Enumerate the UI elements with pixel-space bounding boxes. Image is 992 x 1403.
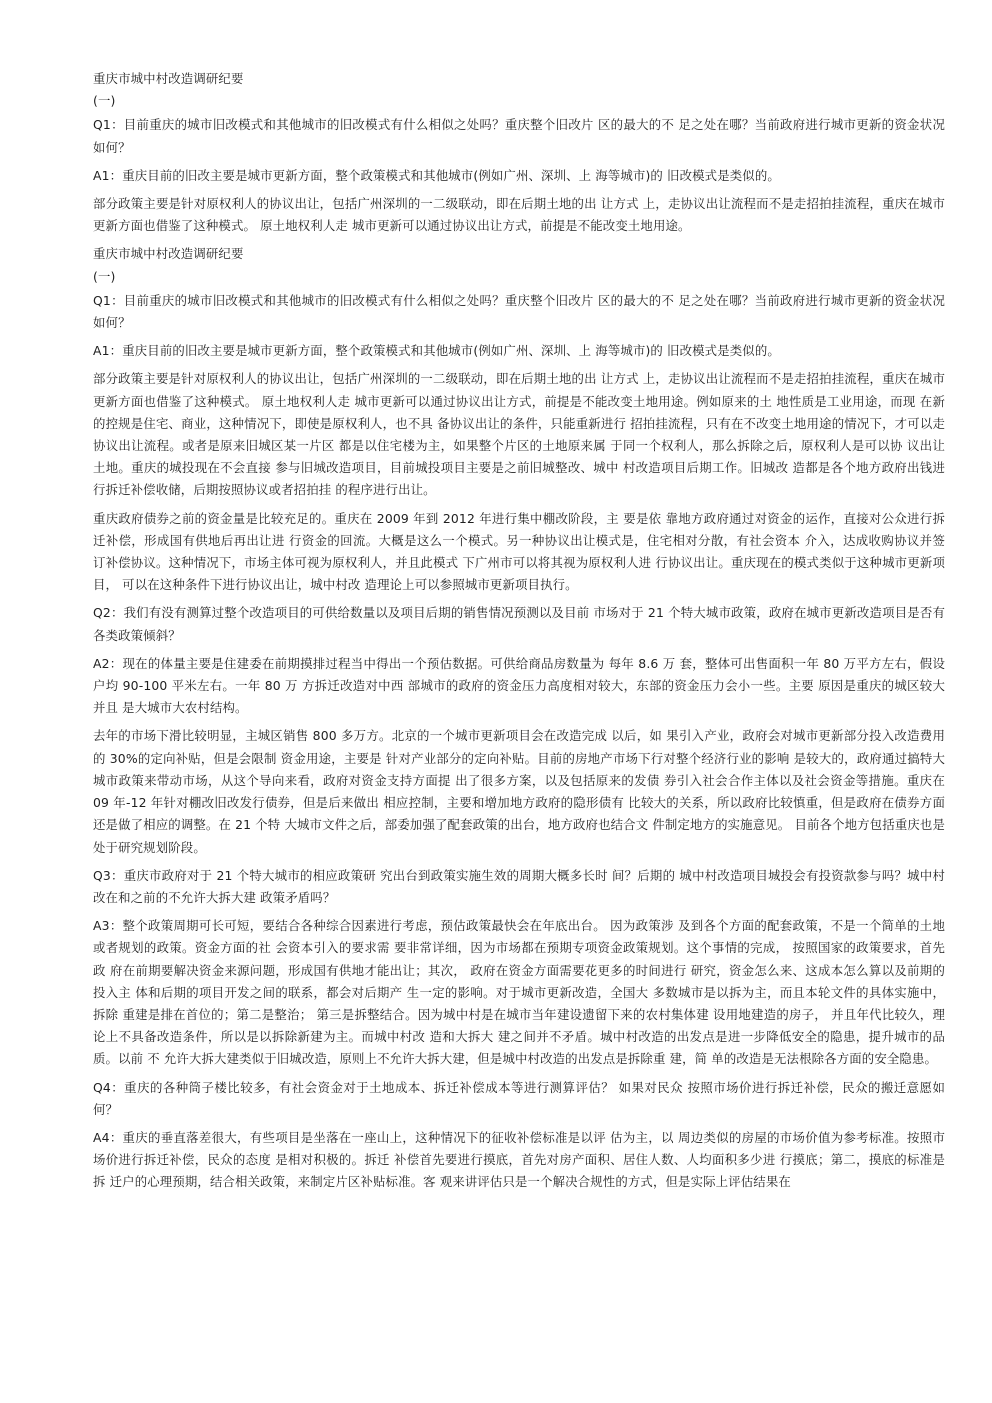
answer-a3: A3：整个政策周期可长可短，要结合各种综合因素进行考虑，预估政策最快会在年底出台。 因为政策涉 及到各个方面的配套政策，不是一个简单的土地或者规划的政策。资金方面的社 会资本引入的要求需 要非常详细，因为市场都在预期专项资金政策规划。这个事情的完成， 按照国家的政策要求，首先政 府在前期要解决资金来源问题，形成国有供地才能出让；其次， 政府在资金方面需要花更多的时间进行 研究，资金怎么来、这成本怎么算以及前期的投入主 体和后期的项目开发之间的联系，都会对后期产 生一定的影响。对于城市更新改造，全国大 多数城市是以拆为主，而且本轮文件的具体实施中，拆除 重建是排在首位的；第二是整治； 第三是拆整结合。因为城中村是在城市当年建设遗留下来的农村集体建 设用地建造的房子， 并且年代比较久，理论上不具备改造条件，所以是以拆除新建为主。而城中村改 造和大拆大 建之间并不矛盾。城中村改造的出发点是进一步降低安全的隐患，提升城市的品质。以前 不 允许大拆大建类似于旧城改造，原则上不允许大拆大建，但是城中村改造的出发点是拆除重 建，简 单的改造是无法根除各方面的安全隐患。 <box>93 918 945 1067</box>
question-q2: Q2：我们有没有测算过整个改造项目的可供给数量以及项目后期的销售情况预测以及目前 市场对于 21 个特大城市政策，政府在城市更新改造项目是否有各类政策倾斜？ <box>93 605 945 643</box>
answer-a1: A1：重庆目前的旧改主要是城市更新方面，整个政策模式和其他城市(例如广州、深圳、上 海等城市)的 旧改模式是类似的。 <box>93 343 780 359</box>
section-number: (一) <box>93 268 116 284</box>
body-paragraph: 重庆政府债券之前的资金量是比较充足的。重庆在 2009 年到 2012 年进行集中棚改阶段，主 要是依 靠地方政府通过对资金的运作，直接对公众进行拆迁补偿，形成国有供地后再出让进 行资金的回流。大概是这么一个模式。另一种协议出让模式是，住宅相对分散，有社会资本 介入，达成收购协议并签 订补偿协议。这种情况下，市场主体可视为原权利人，并且此模式 下广州市可以将其视为原权利人进 行协议出让。重庆现在的模式类似于这种城市更新项目， 可以在这种条件下进行协议出让，城中村改 造理论上可以参照城市更新项目执行。 <box>93 510 945 593</box>
document-title: 重庆市城中村改造调研纪要 <box>93 246 244 262</box>
question-q1: Q1：目前重庆的城市旧改模式和其他城市的旧改模式有什么相似之处吗？重庆整个旧改片 区的最大的不 足之处在哪？当前政府进行城市更新的资金状况如何？ <box>93 292 945 331</box>
answer-a1: A1：重庆目前的旧改主要是城市更新方面，整个政策模式和其他城市(例如广州、深圳、上 海等城市)的 旧改模式是类似的。 <box>93 167 780 183</box>
question-q4: Q4：重庆的各种筒子楼比较多，有社会资金对于土地成本、拆迁补偿成本等进行测算评估？ 如果对民众 按照市场价进行拆迁补偿，民众的搬迁意愿如何？ <box>93 1079 945 1117</box>
section-number: (一) <box>93 93 116 109</box>
answer-a4: A4：重庆的垂直落差很大，有些项目是坐落在一座山上，这种情况下的征收补偿标准是以评 估为主，以 周边类似的房屋的市场价值为参考标准。按照市场价进行拆迁补偿，民众的态度 是相对积极的。拆迁 补偿首先要进行摸底，首先对房产面积、居住人数、人均面积多少进 行摸底；第二，摸底的标准是拆 迁户的心理预期，结合相关政策，来制定片区补贴标准。客 观来讲评估只是一个解决合规性的方式，但是实际上评估结果在 <box>93 1129 945 1190</box>
answer-a2: A2：现在的体量主要是住建委在前期摸排过程当中得出一个预估数据。可供给商品房数量为 每年 8.6 万 套，整体可出售面积一年 80 万平方左右，假设户均 90-100 平米左右。一年 80 万 方拆迁改造对中西 部城市的政府的资金压力高度相对较大，东部的资金压力会小一些。主要 原因是重庆的城区较大并且 是大城市大农村结构。 <box>93 655 945 716</box>
body-paragraph: 部分政策主要是针对原权利人的协议出让，包括广州深圳的一二级联动，即在后期土地的出 让方式 上，走协议出让流程而不是走招拍挂流程，重庆在城市更新方面也借鉴了这种模式。 原土地权利人走 城市更新可以通过协议出让方式，前提是不能改变土地用途。例如原来的土 地性质是工业用途，而现 在新的控规是住宅、商业，这种情况下，即使是原权利人，也不具 备协议出让的条件，只能重新进行 招拍挂流程，只有在不改变土地用途的情况下，才可以走 协议出让流程。或者是原来旧城区某一片区 都是以住宅楼为主，如果整个片区的土地原来属 于同一个权利人，那么拆除之后，原权利人是可以协 议出让土地。重庆的城投现在不会直接 参与旧城改造项目，目前城投项目主要是之前旧城整改、城中 村改造项目后期工作。旧城改 造都是各个地方政府出钱进行拆迁补偿收储，后期按照协议或者招拍挂 的程序进行出让。 <box>93 371 945 498</box>
body-paragraph: 去年的市场下滑比较明显，主城区销售 800 多万方。北京的一个城市更新项目会在改造完成 以后，如 果引入产业，政府会对城市更新部分投入改造费用的 30%的定向补贴，但是会限制 资金用途，主要是 针对产业部分的定向补贴。目前的房地产市场下行对整个经济行业的影响 是较大的，政府通过搞特大 城市政策来带动市场，从这个导向来看，政府对资金支持方面提 出了很多方案，以及包括原来的发债 券引入社会合作主体以及社会资金等措施。重庆在 09 年-12 年针对棚改旧改发行债券，但是后来做出 相应控制，主要和增加地方政府的隐形债有 比较大的关系，所以政府比较慎重，但是政府在债券方面 还是做了相应的调整。在 21 个特 大城市文件之后，部委加强了配套政策的出台，地方政府也结合文 件制定地方的实施意见。 目前各个地方包括重庆也是处于研究规划阶段。 <box>93 728 945 855</box>
body-paragraph: 部分政策主要是针对原权利人的协议出让，包括广州深圳的一二级联动，即在后期土地的出 让方式 上，走协议出让流程而不是走招拍挂流程，重庆在城市更新方面也借鉴了这种模式。 原土地权利人走 城市更新可以通过协议出让方式，前提是不能改变土地用途。 <box>93 196 945 234</box>
question-q3: Q3：重庆市政府对于 21 个特大城市的相应政策研 究出台到政策实施生效的周期大概多长时 间？后期的 城中村改造项目城投会有投资款参与吗？城中村改在和之前的不允许大拆大建 政策矛盾吗？ <box>93 867 945 905</box>
document-page <box>93 68 945 1200</box>
question-q1: Q1：目前重庆的城市旧改模式和其他城市的旧改模式有什么相似之处吗？重庆整个旧改片 区的最大的不 足之处在哪？当前政府进行城市更新的资金状况如何？ <box>93 117 945 155</box>
document-title: 重庆市城中村改造调研纪要 <box>93 71 244 86</box>
